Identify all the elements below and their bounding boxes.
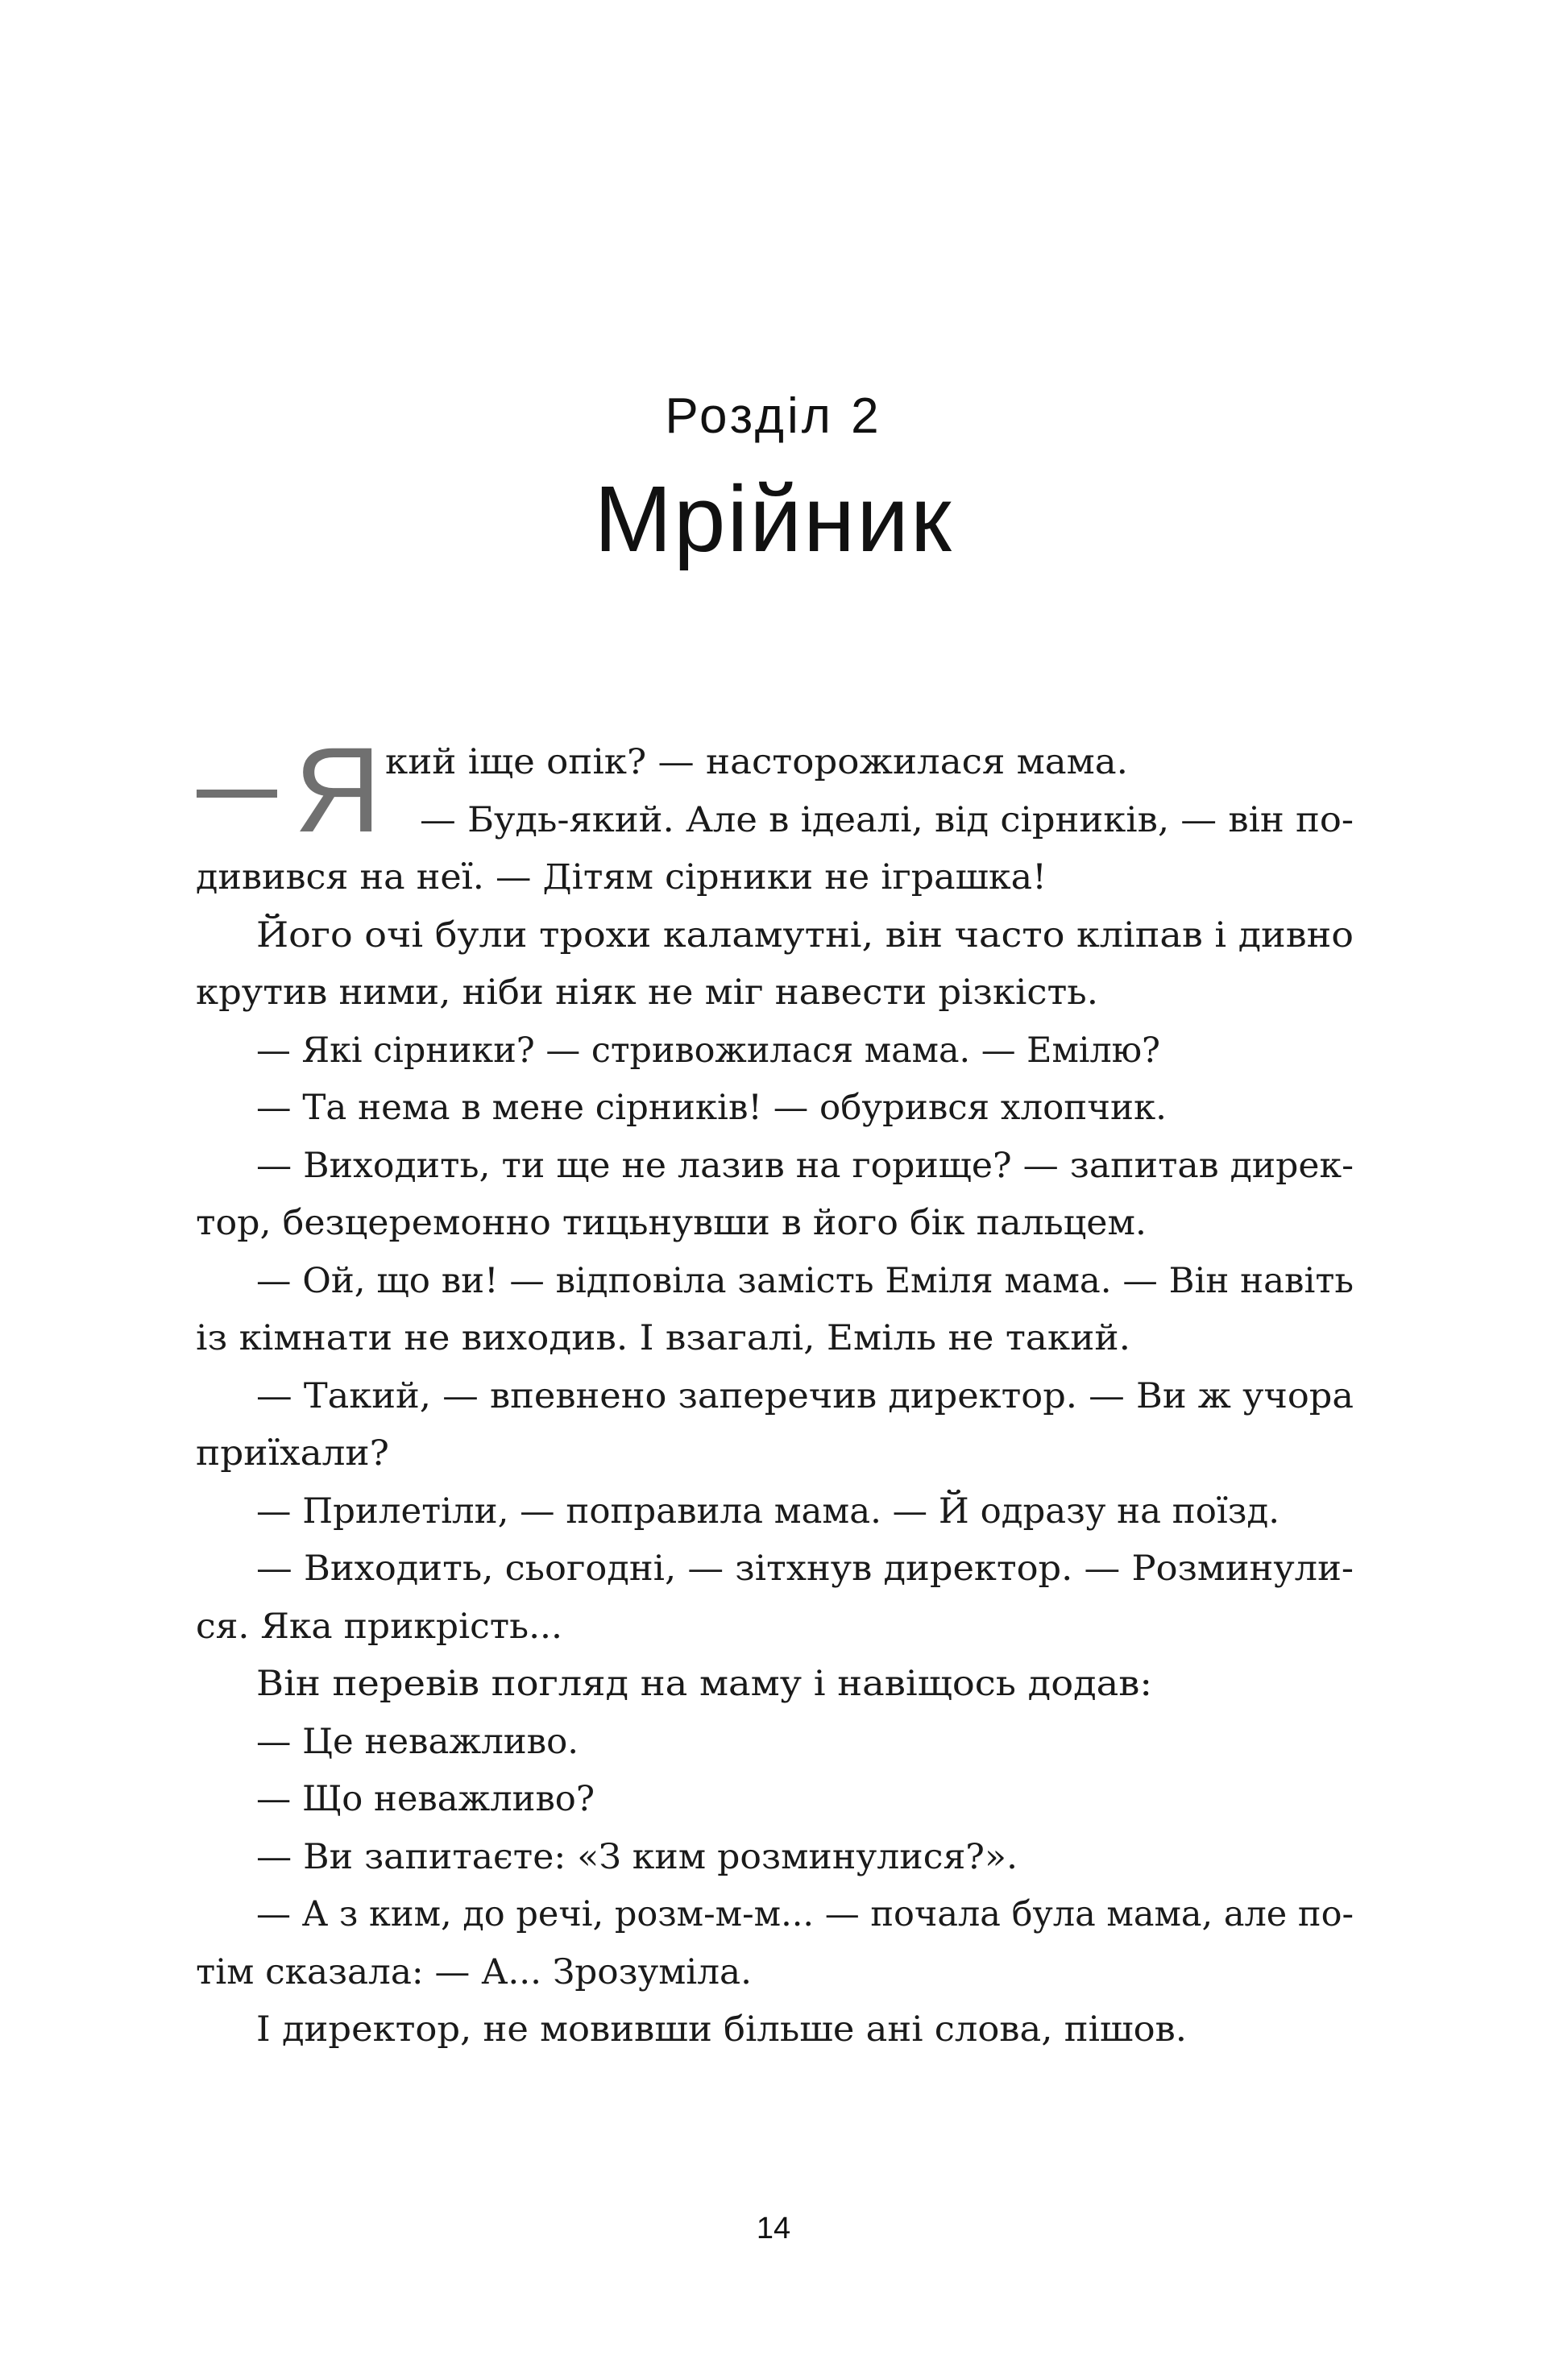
text-line: приїхали? [196,1433,389,1474]
drop-cap-letter: Я [294,722,382,857]
chapter-label: Розділ 2 [665,388,882,444]
text-line: — Виходить, ти ще не лазив на горище? — запитав дирек- [256,1146,1354,1186]
text-line: — Ви запитаєте: «З ким розминулися?». [256,1837,1018,1877]
text-line: Його очі були трохи каламутні, він часто кліпав і дивно [256,915,1354,956]
text-line: із кімнати не виходив. І взагалі, Еміль не такий. [196,1318,1130,1358]
drop-cap-dash [197,790,277,798]
text-line: І директор, не мовивши більше ані слова, пішов. [256,2009,1187,2050]
text-line: крутив ними, ніби ніяк не міг навести різкість. [196,972,1098,1013]
text-line: ся. Яка прикрість... [196,1607,562,1647]
text-line: — Та нема в мене сірників! — обурився хлопчик. [256,1088,1167,1128]
text-line: — Будь-який. Але в ідеалі, від сірників, — він по- [420,800,1354,840]
page-number: 14 [756,2212,791,2245]
text-line: — Які сірники? — стривожилася мама. — Емілю? [256,1030,1160,1071]
text-line: дивився на неї. — Дітям сірники не іграшка! [196,857,1047,898]
text-line: — Прилетіли, — поправила мама. — Й одразу на поїзд. [256,1491,1279,1532]
text-line: Він перевів погляд на маму і навіщось додав: [256,1664,1152,1704]
text-line: тім сказала: — А... Зрозуміла. [196,1952,752,1992]
text-line: тор, безцеремонно тицьнувши в його бік пальцем. [196,1203,1147,1243]
text-line: — Ой, що ви! — відповіла замість Еміля мама. — Він навіть [256,1261,1354,1301]
text-line: — А з ким, до речі, розм-м-м... — почала була мама, але по- [256,1894,1354,1934]
text-line: — Такий, — впевнено заперечив директор. — Ви ж учора [256,1376,1354,1416]
text-line: кий іще опік? — насторожилася мама. [385,742,1128,782]
chapter-title: Мрійник [594,466,953,571]
text-line: — Що неважливо? [256,1779,595,1819]
text-line: — Це неважливо. [256,1722,579,1762]
text-line: — Виходить, сьогодні, — зітхнув директор. — Розминули- [256,1549,1354,1589]
